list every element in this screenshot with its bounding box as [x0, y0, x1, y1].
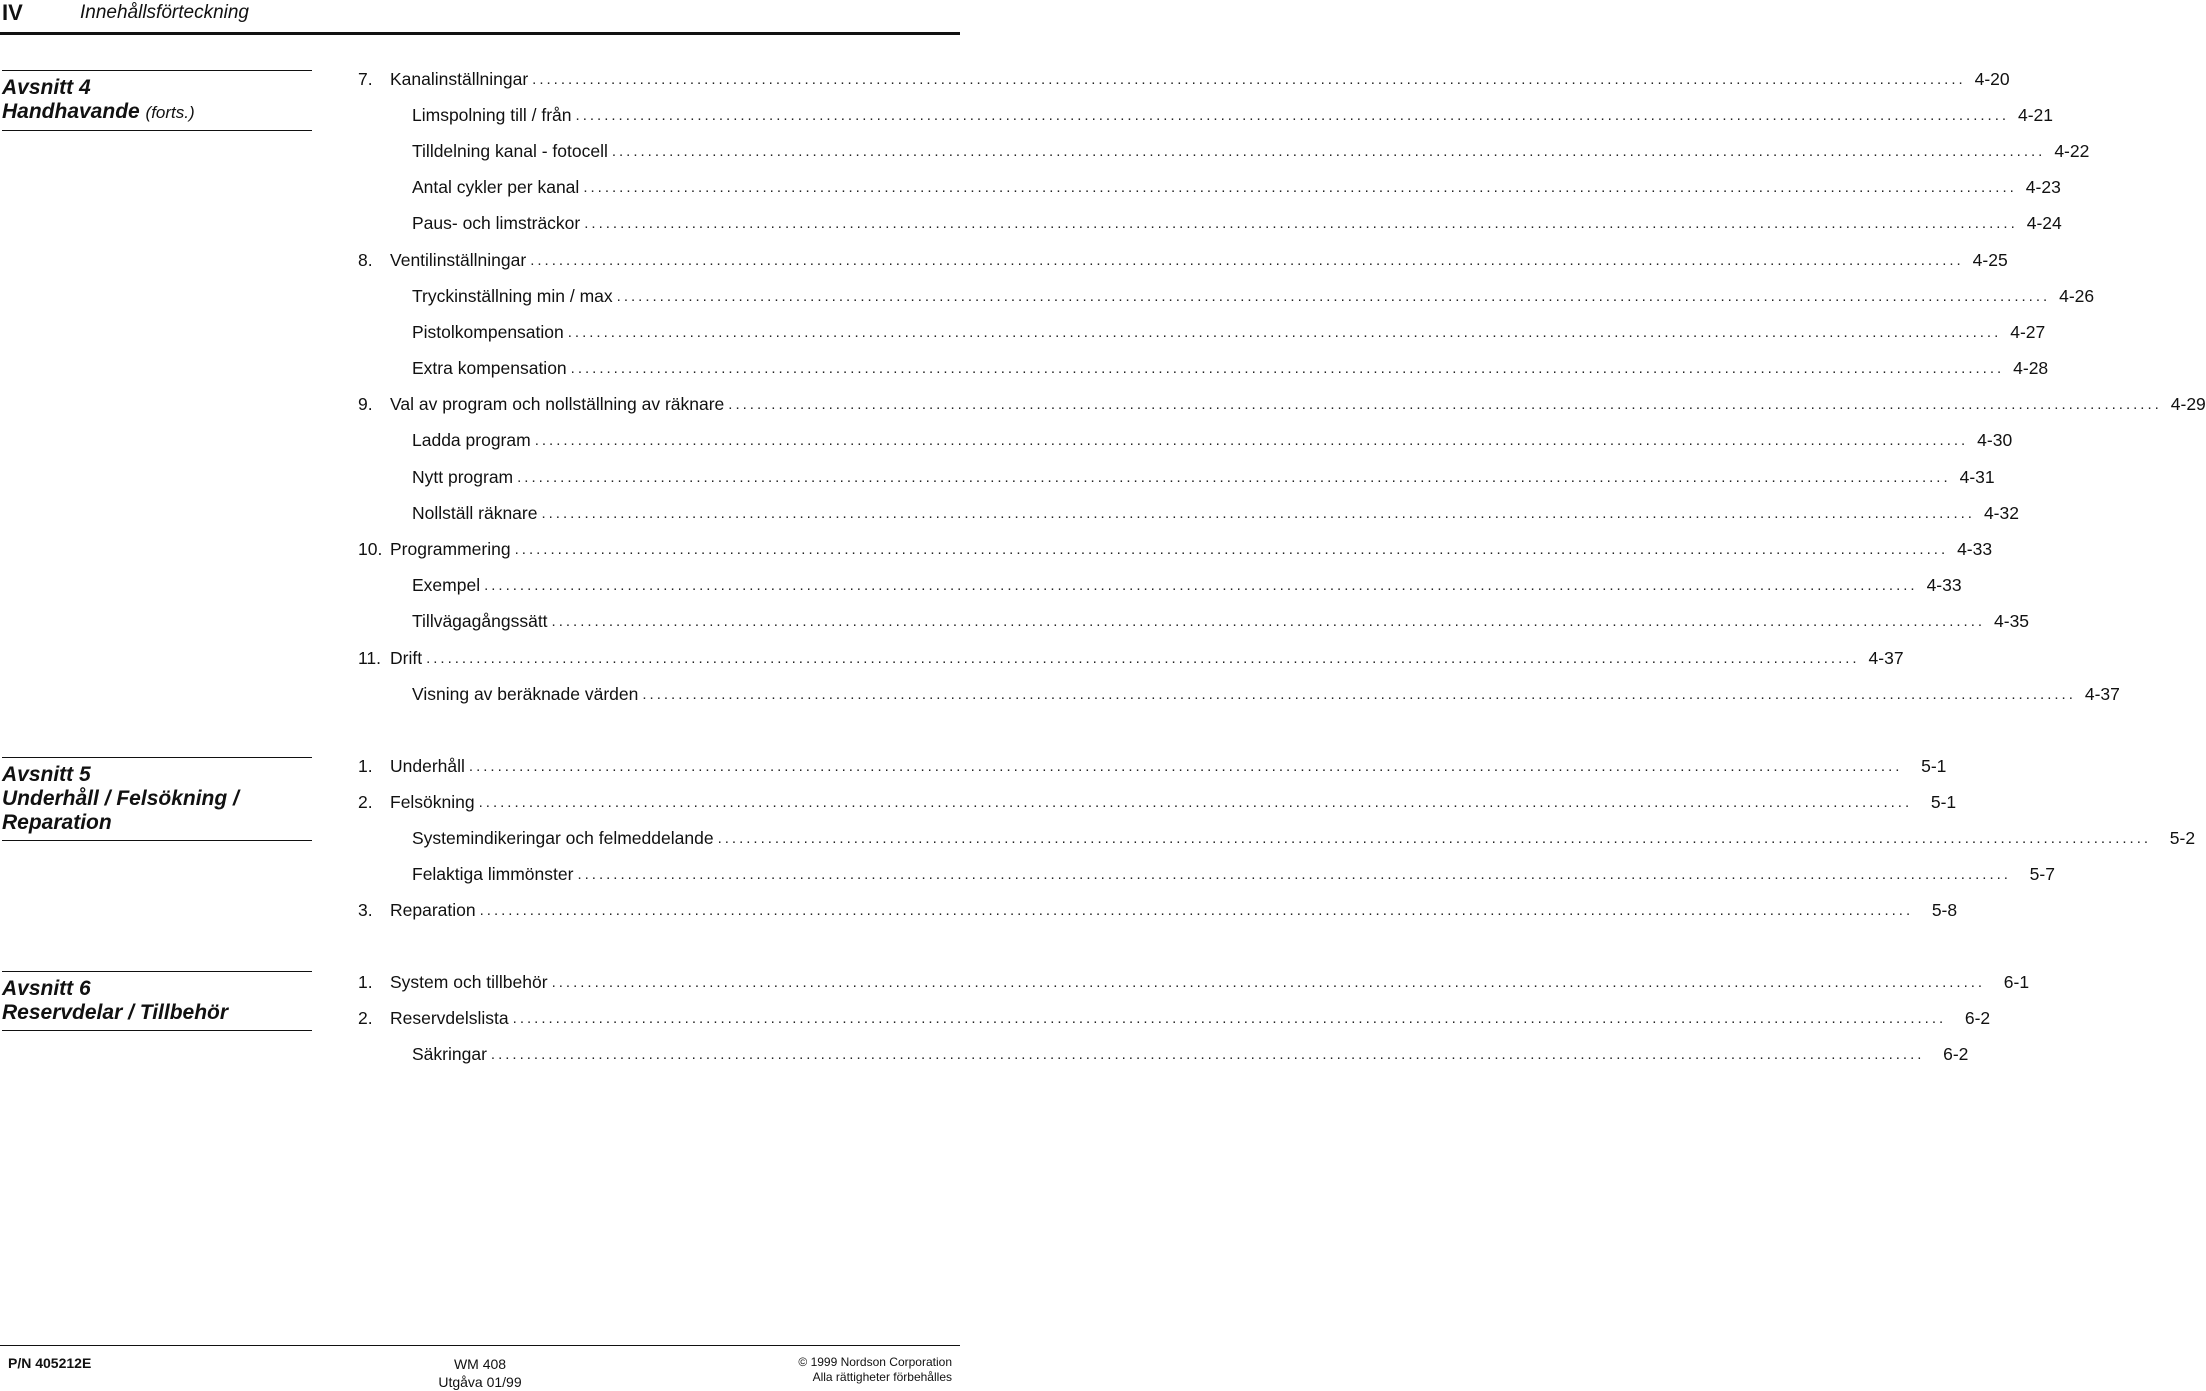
section-number: IV: [2, 0, 23, 25]
dot-leader: ........................................................................................................................................................................................................: [583, 179, 2017, 197]
toc-entry-label: Extra kompensation: [412, 358, 567, 379]
model-name: WM 408: [453, 1356, 507, 1372]
toc-entry[interactable]: [358, 387, 2206, 423]
toc-entry-page: 4-28: [2013, 358, 2049, 379]
section-5-heading: [2, 757, 312, 841]
toc-entry[interactable]: [358, 1000, 1991, 1036]
toc-entry-label: Antal cykler per kanal: [412, 177, 580, 198]
toc-entry-page: 4-21: [2018, 104, 2054, 125]
section-rule-bottom: [2, 130, 312, 131]
toc-entry-page: 4-29: [2170, 394, 2206, 415]
toc-entry-label: Nytt program: [412, 466, 514, 487]
footer-center: [400, 1355, 560, 1391]
toc-entry[interactable]: [358, 423, 2013, 459]
copyright: © 1999 Nordson Corporation: [798, 1355, 952, 1369]
toc-entry[interactable]: [358, 568, 1962, 604]
toc-entry[interactable]: [358, 133, 2090, 169]
page-title: Innehållsförteckning: [80, 2, 249, 23]
toc-entry-page: 5-8: [1931, 900, 1958, 921]
toc-entry-number: 2.: [358, 1007, 373, 1028]
toc-entry[interactable]: [358, 531, 1993, 567]
toc-entry-label: Limspolning till / från: [412, 104, 572, 125]
toc-entry[interactable]: [358, 97, 2054, 133]
toc-entry[interactable]: [358, 857, 2055, 893]
toc-entry-page: 4-30: [1977, 430, 2013, 451]
toc-entry-label: Paus- och limsträckor: [412, 213, 581, 234]
toc-entry[interactable]: [358, 820, 2196, 856]
toc-entry-label: Visning av beräknade värden: [412, 683, 639, 704]
toc-entry-number: 8.: [358, 249, 373, 270]
footer-rule: [0, 1345, 960, 1346]
dot-leader: ........................................................................................................................................................................................................: [611, 142, 2046, 160]
toc-entry-page: 6-2: [1943, 1043, 1969, 1064]
header-rule: [0, 32, 960, 35]
toc-entry-page: 4-37: [2084, 683, 2120, 704]
toc-entry-label: Reparation: [390, 900, 476, 921]
dot-leader: ........................................................................................................................................................................................................: [530, 251, 1964, 269]
dot-leader: ........................................................................................................................................................................................................: [642, 685, 2076, 703]
dot-leader: ........................................................................................................................................................................................................: [468, 757, 1903, 775]
toc-entry-number: 10.: [358, 539, 383, 560]
section-rule-bottom: [2, 840, 312, 841]
toc-entry[interactable]: [358, 1036, 1969, 1072]
toc-entry-page: 4-37: [1868, 647, 1904, 668]
dot-leader: ........................................................................................................................................................................................................: [551, 973, 1986, 991]
dot-leader: ........................................................................................................................................................................................................: [717, 829, 2152, 847]
toc-entry-page: 4-32: [1983, 502, 2019, 523]
toc-entry-number: 7.: [358, 68, 373, 89]
toc-entry-label: Felaktiga limmönster: [412, 864, 574, 885]
toc-entry[interactable]: [358, 676, 2120, 712]
dot-leader: ........................................................................................................................................................................................................: [490, 1045, 1925, 1063]
section-rule-bottom: [2, 1030, 312, 1031]
dot-leader: ........................................................................................................................................................................................................: [478, 793, 1913, 811]
dot-leader: ........................................................................................................................................................................................................: [484, 577, 1918, 595]
toc-entry-number: 11.: [358, 647, 382, 668]
toc-entry[interactable]: [358, 459, 1995, 495]
toc-entry-page: 5-1: [1921, 755, 1947, 776]
toc-entry-label: Nollställ räknare: [412, 502, 538, 523]
toc-entry[interactable]: [358, 61, 2010, 97]
dot-leader: ........................................................................................................................................................................................................: [532, 70, 1966, 88]
footer-right: [798, 1355, 952, 1385]
section-4-title: Handhavande: [2, 100, 140, 123]
section-4-heading: [2, 70, 312, 131]
toc-entry[interactable]: [358, 893, 1958, 929]
toc-entry-label: Ladda program: [412, 430, 531, 451]
section-6-toc: [358, 964, 2030, 1073]
toc-entry-number: 2.: [358, 791, 373, 812]
toc-entry[interactable]: [358, 351, 2049, 387]
toc-entry-label: Programmering: [390, 539, 511, 560]
toc-entry-label: Felsökning: [390, 791, 475, 812]
dot-leader: ........................................................................................................................................................................................................: [479, 902, 1914, 920]
toc-entry-label: Pistolkompensation: [412, 321, 564, 342]
toc-entry[interactable]: [358, 495, 2019, 531]
toc-entry-page: 5-2: [2169, 827, 2196, 848]
toc-entry-label: Reservdelslista: [390, 1007, 509, 1028]
toc-entry[interactable]: [358, 964, 2030, 1000]
toc-entry-page: 5-1: [1930, 791, 1957, 812]
toc-entry[interactable]: [358, 640, 1904, 676]
toc-entry-page: 4-33: [1957, 539, 1993, 560]
dot-leader: ........................................................................................................................................................................................................: [584, 215, 2018, 233]
toc-entry-label: Underhåll: [390, 755, 465, 776]
toc-entry-page: 4-26: [2059, 285, 2095, 306]
toc-entry-page: 4-20: [1974, 68, 2010, 89]
dot-leader: ........................................................................................................................................................................................................: [567, 323, 2002, 341]
toc-entry-label: Tryckinställning min / max: [412, 285, 613, 306]
toc-entry-label: Systemindikeringar och felmeddelande: [412, 827, 714, 848]
toc-entry-label: System och tillbehör: [390, 971, 548, 992]
toc-entry-page: 4-24: [2026, 213, 2062, 234]
section-4-toc: [358, 61, 2206, 712]
toc-entry-page: 4-22: [2054, 140, 2090, 161]
rights-notice: Alla rättigheter förbehålles: [812, 1370, 952, 1384]
toc-entry[interactable]: [358, 604, 2030, 640]
section-6-label: Avsnitt 6: [2, 977, 91, 1000]
toc-entry-page: 4-35: [1994, 611, 2030, 632]
toc-entry-number: 3.: [358, 900, 373, 921]
toc-entry-number: 1.: [358, 971, 373, 992]
toc-entry[interactable]: [358, 242, 2008, 278]
dot-leader: ........................................................................................................................................................................................................: [551, 613, 1986, 631]
dot-leader: ........................................................................................................................................................................................................: [575, 106, 2010, 124]
toc-entry-page: 4-25: [1972, 249, 2008, 270]
toc-entry-label: Drift: [390, 647, 423, 668]
toc-entry-label: Säkringar: [412, 1043, 487, 1064]
toc-entry-page: 4-27: [2010, 321, 2046, 342]
section-4-label: Avsnitt 4: [2, 76, 91, 99]
dot-leader: ........................................................................................................................................................................................................: [570, 360, 2005, 378]
toc-entry[interactable]: [358, 314, 2046, 350]
toc-entry[interactable]: [358, 278, 2095, 314]
toc-entry-number: 9.: [358, 394, 373, 415]
dot-leader: ........................................................................................................................................................................................................: [534, 432, 1969, 450]
dot-leader: ........................................................................................................................................................................................................: [426, 649, 1860, 667]
section-5-title: Underhåll / Felsökning /: [2, 787, 239, 810]
toc-entry[interactable]: [358, 748, 1947, 784]
section-5-title-cont: Reparation: [2, 811, 112, 834]
section-6-heading: [2, 971, 312, 1031]
section-5-label: Avsnitt 5: [2, 763, 91, 786]
section-5-toc: [358, 748, 2196, 929]
toc-entry-number: 1.: [358, 755, 373, 776]
dot-leader: ........................................................................................................................................................................................................: [616, 287, 2051, 305]
toc-entry-label: Tillvägagångssätt: [412, 611, 548, 632]
toc-entry[interactable]: [358, 206, 2062, 242]
toc-entry-label: Exempel: [412, 575, 481, 596]
toc-entry-label: Kanalinställningar: [390, 68, 529, 89]
toc-entry[interactable]: [358, 784, 1957, 820]
section-6-title: Reservdelar / Tillbehör: [2, 1001, 229, 1024]
toc-entry-page: 4-23: [2025, 177, 2061, 198]
toc-entry-label: Val av program och nollställning av räknare: [390, 394, 725, 415]
dot-leader: ........................................................................................................................................................................................................: [577, 866, 2011, 884]
toc-entry-page: 6-1: [2003, 971, 2030, 992]
dot-leader: ........................................................................................................................................................................................................: [512, 1009, 1947, 1027]
dot-leader: ........................................................................................................................................................................................................: [517, 468, 1951, 486]
edition: Utgåva 01/99: [438, 1374, 522, 1390]
part-number: P/N 405212E: [8, 1355, 92, 1371]
dot-leader: ........................................................................................................................................................................................................: [728, 396, 2162, 414]
toc-entry-page: 4-33: [1926, 575, 1962, 596]
dot-leader: ........................................................................................................................................................................................................: [514, 541, 1949, 559]
toc-entry-label: Ventilinställningar: [390, 249, 527, 270]
toc-entry-page: 4-31: [1959, 466, 1995, 487]
dot-leader: ........................................................................................................................................................................................................: [541, 504, 1975, 522]
toc-entry-page: 5-7: [2029, 864, 2055, 885]
toc-entry-page: 6-2: [1964, 1007, 1991, 1028]
toc-entry-label: Tilldelning kanal - fotocell: [412, 140, 608, 161]
section-4-note: (forts.): [145, 103, 195, 122]
toc-entry[interactable]: [358, 170, 2061, 206]
